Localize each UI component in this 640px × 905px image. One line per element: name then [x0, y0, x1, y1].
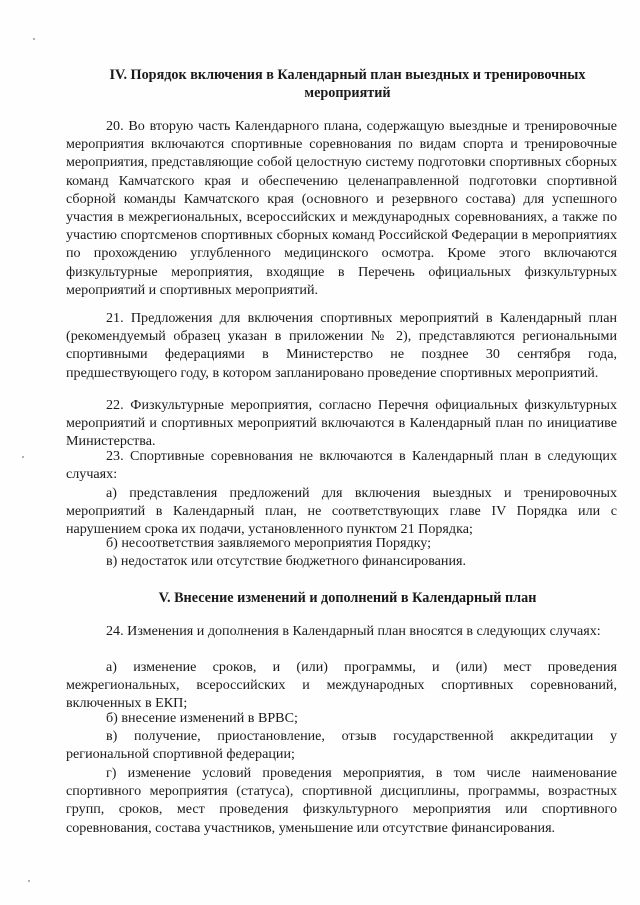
paragraph-21: 21. Предложения для включения спортивных мероприятий в Календарный план (рекомендуемый образец указан в приложении № 2), представляются региональными спортивными федерациями в Министерство не позднее 30 сентября года, предшествующего году, в котором запланировано проведение спортивных мероприятий.: [66, 310, 617, 381]
section-4-heading-line1: IV. Порядок включения в Календарный план выездных и тренировочных: [109, 67, 586, 83]
paragraph-23-b: б) несоответствия заявляемого мероприятия Порядку;: [106, 535, 432, 551]
section-5-heading: V. Внесение изменений и дополнений в Календарный план: [158, 590, 537, 606]
paragraph-24: 24. Изменения и дополнения в Календарный план вносятся в следующих случаях:: [106, 623, 601, 639]
paragraph-23-a: а) представления предложений для включения выездных и тренировочных мероприятий в Календарный план, не соответствующих главе IV Порядка или с нарушением срока их подачи, установленного пунктом 21 Порядка;: [66, 485, 617, 538]
scan-speck: [28, 880, 30, 882]
paragraph-20: 20. Во вторую часть Календарного плана, содержащую выездные и тренировочные мероприятия включаются спортивные соревнования по видам спорта и тренировочные мероприятия, представляющие собой целостную систему подготовки спортивных сборных команд Камчатского края и обеспечению целенаправленной подготовки спортивной сборной команды Камчатского края (основного и резервного состава) для успешного участия в межрегиональных, всероссийских и международных соревнованиях, а также по участию спортсменов спортивных сборных команд Российской Федерации в мероприятиях по прохождению углубленного медицинского осмотра. Кроме этого включаются физкультурные мероприятия, входящие в Перечень официальных физкультурных мероприятий и спортивных мероприятий.: [66, 118, 617, 298]
section-4-heading-line2: мероприятий: [304, 85, 391, 101]
paragraph-24-a: а) изменение сроков, и (или) программы, и (или) мест проведения межрегиональных, всероссийских и международных спортивных соревнований, включенных в ЕКП;: [66, 659, 617, 712]
paragraph-22: 22. Физкультурные мероприятия, согласно Перечня официальных физкультурных мероприятий и спортивных мероприятий включаются в Календарный план по инициативе Министерства.: [66, 397, 617, 450]
paragraph-24-c: в) получение, приостановление, отзыв государственной аккредитации у региональной спортивной федерации;: [66, 728, 617, 763]
paragraph-24-b: б) внесение изменений в ВРВС;: [106, 710, 298, 726]
scan-speck: [22, 456, 24, 458]
paragraph-23: 23. Спортивные соревнования не включаются в Календарный план в следующих случаях:: [66, 448, 617, 483]
scan-speck: [33, 38, 35, 40]
paragraph-24-d: г) изменение условий проведения мероприятия, в том числе наименование спортивного мероприятия (статуса), спортивной дисциплины, программы, возрастных групп, сроков, мест проведения физкультурного мероприятия или спортивного соревнования, состава участников, уменьшение или отсутствие финансирования.: [66, 765, 617, 836]
section-4-heading: [60, 66, 635, 102]
paragraph-23-c: в) недостаток или отсутствие бюджетного финансирования.: [106, 553, 467, 569]
